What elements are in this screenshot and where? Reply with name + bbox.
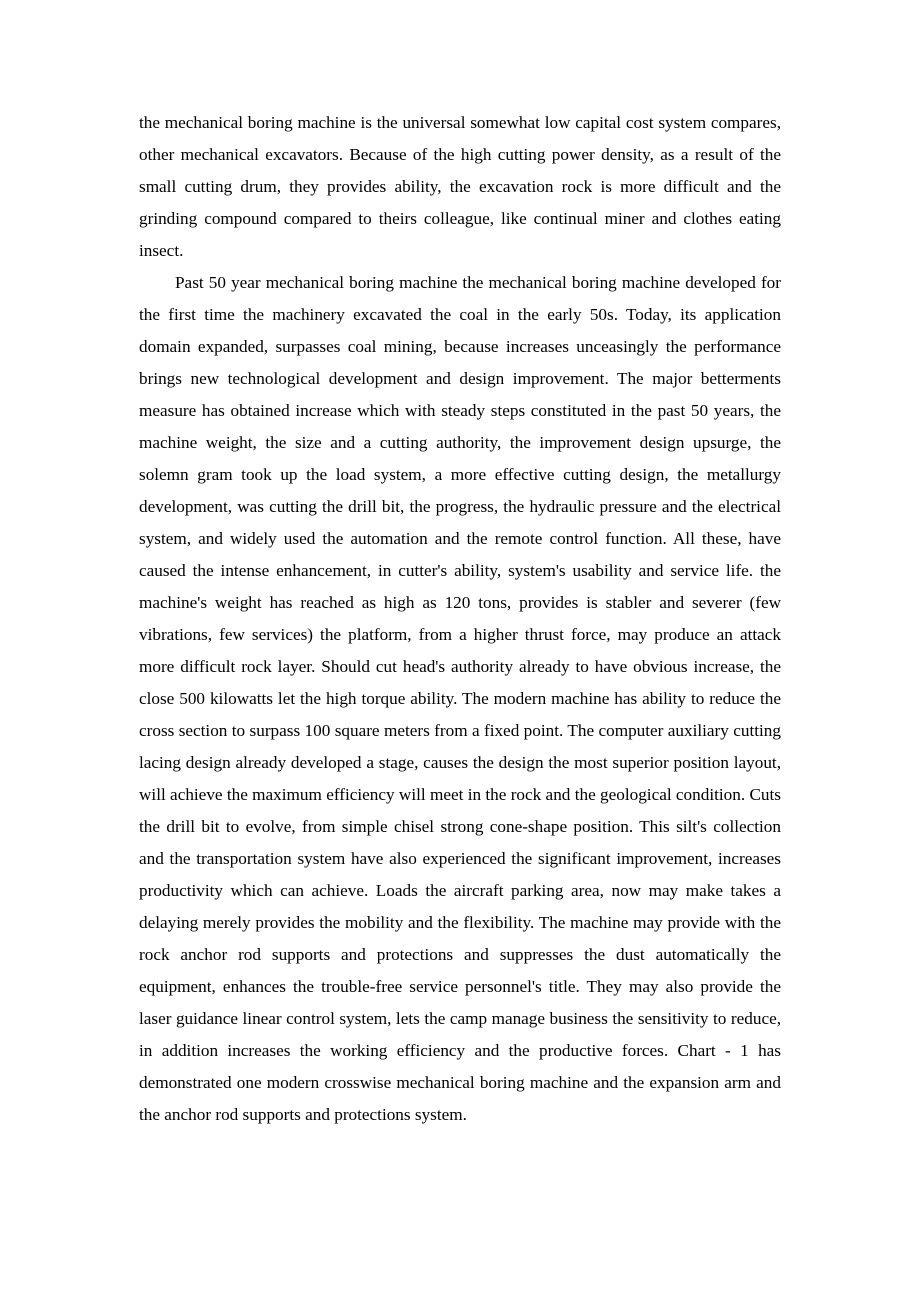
body-text <box>139 107 781 1131</box>
paragraph-1: the mechanical boring machine is the universal somewhat low capital cost system compares, other mechanical excavators. Because of the high cutting power density, as a result of the small cutting drum, they provides ability, the excavation rock is more difficult and the grinding compound compared to theirs colleague, like continual miner and clothes eating insect. <box>139 113 781 260</box>
paragraph-2: Past 50 year mechanical boring machine the mechanical boring machine developed for the first time the machinery excavated the coal in the early 50s. Today, its application domain expanded, surpasses coal mining, because increases unceasingly the performance brings new technological development and design improvement. The major betterments measure has obtained increase which with steady steps constituted in the past 50 years, the machine weight, the size and a cutting authority, the improvement design upsurge, the solemn gram took up the load system, a more effective cutting design, the metallurgy development, was cutting the drill bit, the progress, the hydraulic pressure and the electrical system, and widely used the automation and the remote control function. All these, have caused the intense enhancement, in cutter's ability, system's usability and service life. the machine's weight has reached as high as 120 tons, provides is stabler and severer (few vibrations, few services) the platform, from a higher thrust force, may produce an attack more difficult rock layer. Should cut head's authority already to have obvious increase, the close 500 kilowatts let the high torque ability. The modern machine has ability to reduce the cross section to surpass 100 square meters from a fixed point. The computer auxiliary cutting lacing design already developed a stage, causes the design the most superior position layout, will achieve the maximum efficiency will meet in the rock and the geological condition. Cuts the drill bit to evolve, from simple chisel strong cone-shape position. This silt's collection and the transportation system have also experienced the significant improvement, increases productivity which can achieve. Loads the aircraft parking area, now may make takes a delaying merely provides the mobility and the flexibility. The machine may provide with the rock anchor rod supports and protections and suppresses the dust automatically the equipment, enhances the trouble-free service personnel's title. They may also provide the laser guidance linear control system, lets the camp manage business the sensitivity to reduce, in addition increases the working efficiency and the productive forces. Chart - 1 has demonstrated one modern crosswise mechanical boring machine and the expansion arm and the anchor rod supports and protections system. <box>139 273 781 1124</box>
